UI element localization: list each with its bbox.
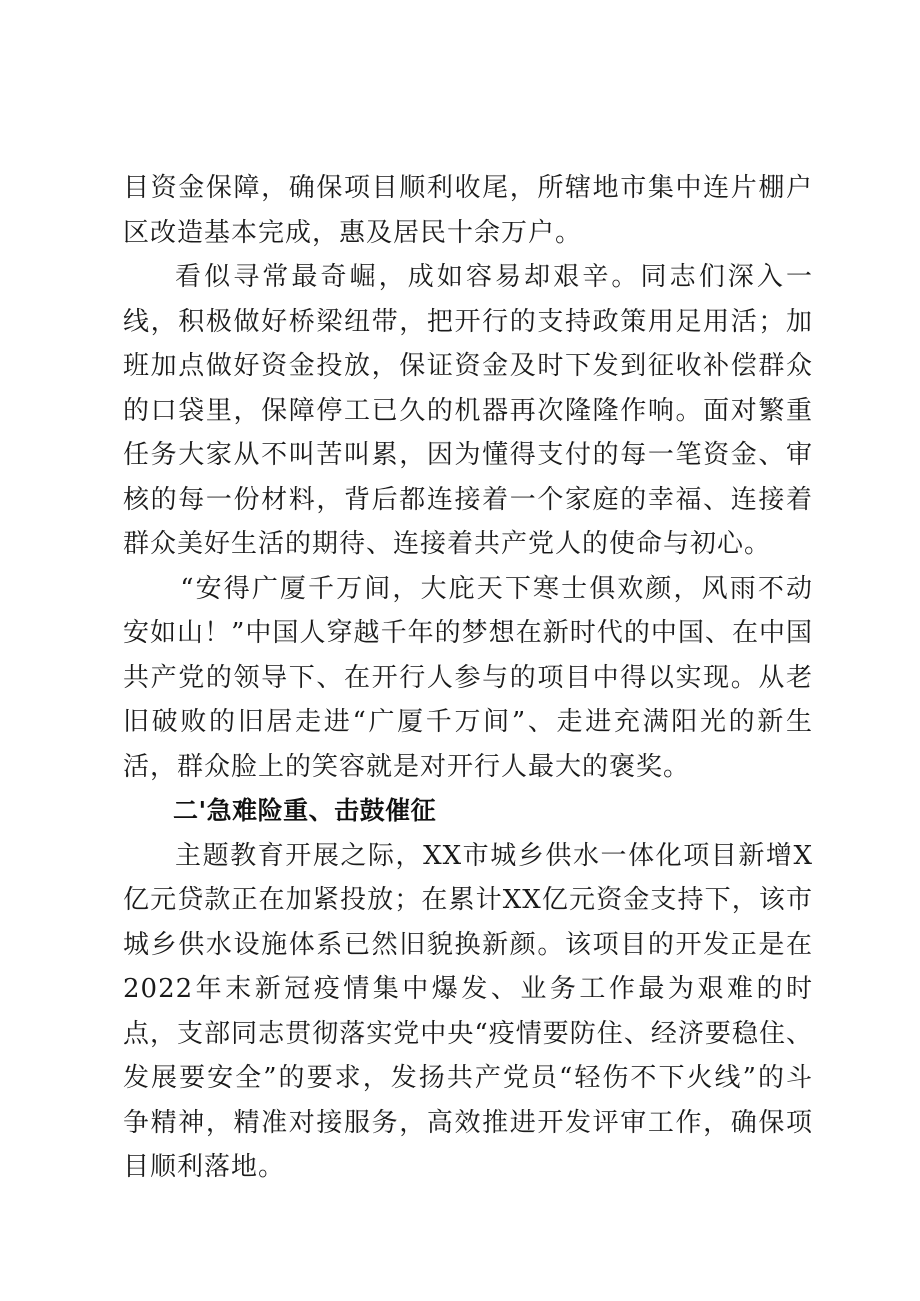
section-heading: 二'急难险重、击鼓催征 (173, 796, 437, 825)
document-body (123, 166, 813, 1190)
paragraph-quote: “安得广厦千万间，大庇天下寒士俱欢颜，风雨不动安如山！”中国人穿越千年的梦想在新时代的中国、在中国共产党的领导下、在开行人参与的项目中得以实现。从老旧破败的旧居走进“广厦千万间”、走进充满阳光的新生活，群众脸上的笑容就是对开行人最大的褒奖。 (123, 573, 813, 782)
paragraph-hardship: 看似寻常最奇崛，成如容易却艰辛。同志们深入一线，积极做好桥梁纽带，把开行的支持政策用足用活；加班加点做好资金投放，保证资金及时下发到征收补偿群众的口袋里，保障停工已久的机器再次隆隆作响。面对繁重任务大家从不叫苦叫累，因为懂得支付的每一笔资金、审核的每一份材料，背后都连接着一个家庭的幸福、连接着群众美好生活的期待、连接着共产党人的使命与初心。 (123, 262, 813, 559)
paragraph-water-supply: 主题教育开展之际，XX市城乡供水一体化项目新增X亿元贷款正在加紧投放；在累计XX亿元资金支持下，该市城乡供水设施体系已然旧貌换新颜。该项目的开发正是在2022年末新冠疫情集中爆发、业务工作最为艰难的时点，支部同志贯彻落实党中央“疫情要防住、经济要稳住、发展要安全”的要求，发扬共产党员“轻伤不下火线”的斗争精神，精准对接服务，高效推进开发评审工作，确保项目顺利落地。 (123, 840, 813, 1182)
paragraph-continuation: 目资金保障，确保项目顺利收尾，所辖地市集中连片棚户区改造基本完成，惠及居民十余万户。 (123, 173, 813, 248)
